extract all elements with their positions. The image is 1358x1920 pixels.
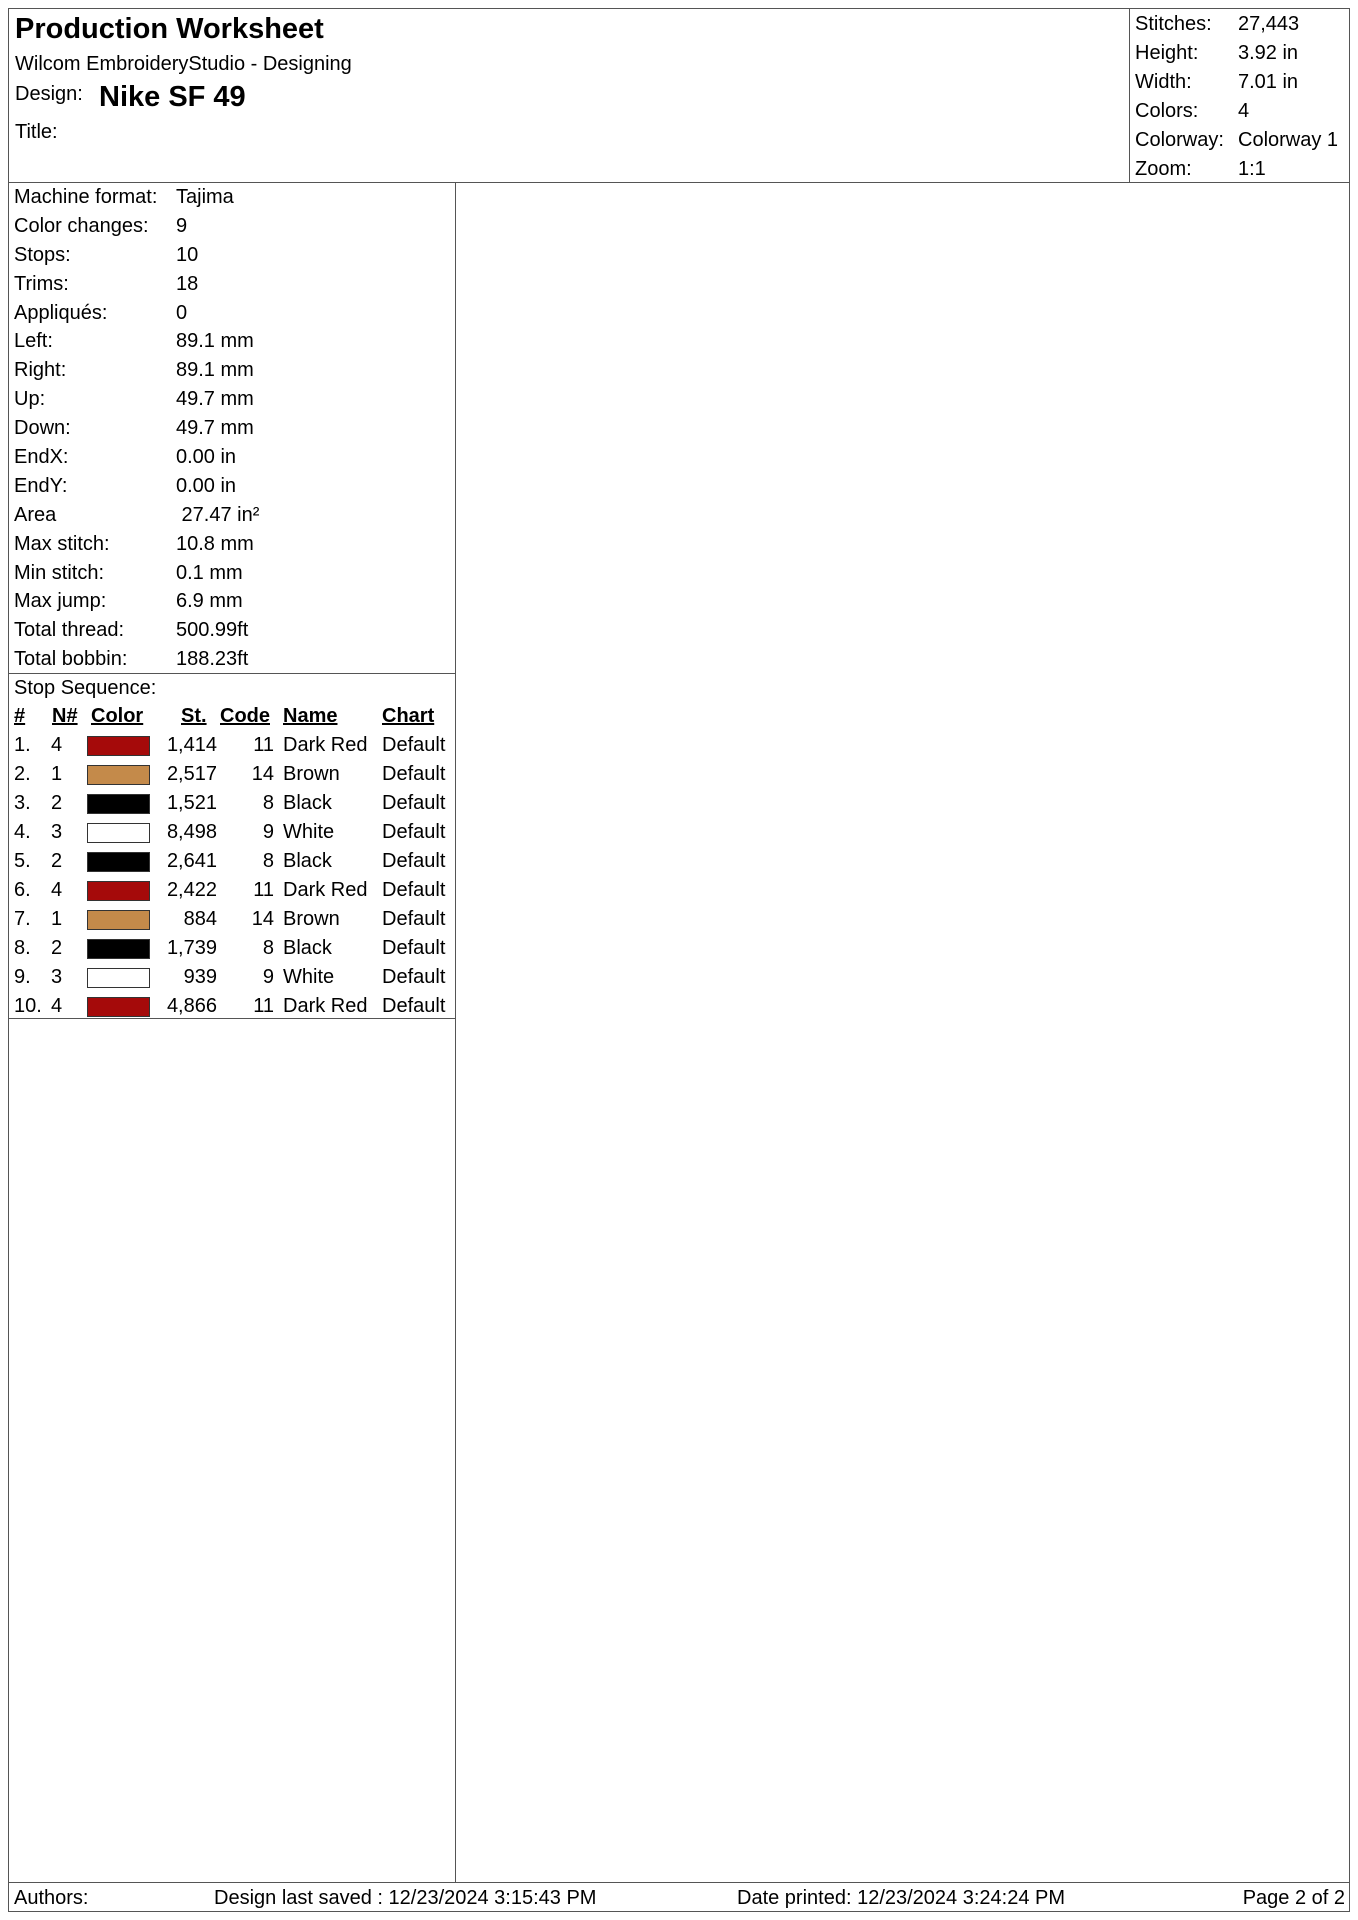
info-row: [9, 501, 455, 530]
stop-chart: Default: [382, 792, 446, 814]
stop-color-name: Brown: [283, 763, 340, 785]
stop-color-name: Black: [283, 850, 332, 872]
color-swatch: [87, 910, 150, 930]
stop-index: 1.: [14, 734, 31, 756]
info-row: [9, 530, 455, 559]
info-label: Color changes:: [14, 214, 149, 237]
stop-code: 11: [253, 995, 274, 1017]
details-column: [9, 183, 456, 1882]
info-value: 89.1 mm: [176, 359, 254, 382]
stat-value: Colorway 1: [1238, 129, 1339, 151]
stat-value: 4: [1238, 100, 1250, 122]
table-row: [9, 934, 455, 963]
stop-code: 14: [251, 763, 274, 785]
stop-stitches: 939: [183, 966, 217, 988]
info-row: [9, 183, 455, 212]
info-value: 6.9 mm: [176, 590, 243, 613]
table-row: [9, 789, 455, 818]
info-value: 18: [176, 272, 199, 295]
table-row: [9, 818, 455, 847]
stop-stitches: 1,739: [166, 937, 217, 959]
info-label: Min stitch:: [14, 561, 105, 584]
info-row: [9, 270, 455, 299]
column-header-code: Code: [220, 705, 270, 727]
info-value: 49.7 mm: [176, 388, 254, 411]
stat-value: 3.92 in: [1238, 42, 1299, 64]
info-label: Appliqués:: [14, 301, 108, 324]
info-row: [9, 356, 455, 385]
stop-code: 14: [251, 908, 274, 930]
info-label: Trims:: [14, 272, 69, 295]
title-label: Title:: [15, 121, 58, 143]
stop-color-name: Dark Red: [283, 995, 368, 1017]
table-row: [9, 731, 455, 760]
stop-stitches: 1,521: [166, 792, 217, 814]
info-row: [9, 645, 455, 674]
stop-needle: 2: [51, 850, 63, 872]
stat-value: 1:1: [1238, 158, 1266, 180]
page-title: Production Worksheet: [15, 13, 324, 45]
column-header-stitches: St.: [181, 705, 207, 727]
stop-code: 9: [262, 966, 274, 988]
stop-needle: 2: [51, 792, 63, 814]
info-value: 89.1 mm: [176, 330, 254, 353]
info-label: Max stitch:: [14, 532, 110, 555]
color-swatch: [87, 852, 150, 872]
stop-sequence: [9, 674, 455, 1019]
info-label: Total thread:: [14, 619, 125, 642]
stop-code: 8: [262, 792, 274, 814]
stop-chart: Default: [382, 937, 446, 959]
stop-chart: Default: [382, 879, 446, 901]
stop-sequence-title: Stop Sequence:: [14, 677, 157, 699]
color-swatch: [87, 765, 150, 785]
design-stats: [1129, 9, 1350, 183]
info-row: [9, 241, 455, 270]
stop-index: 9.: [14, 966, 31, 988]
worksheet-page: [8, 8, 1350, 1912]
info-value: 10: [176, 243, 199, 266]
table-row: [9, 992, 455, 1021]
column-header-name: Name: [283, 705, 338, 727]
stop-code: 9: [262, 821, 274, 843]
stop-color-name: Dark Red: [283, 879, 368, 901]
stop-color-name: Brown: [283, 908, 340, 930]
stat-label: Width:: [1135, 71, 1192, 93]
stop-chart: Default: [382, 850, 446, 872]
stop-color-name: Dark Red: [283, 734, 368, 756]
stop-chart: Default: [382, 821, 446, 843]
stat-label: Colorway:: [1135, 129, 1224, 151]
stop-stitches: 2,422: [166, 879, 217, 901]
color-swatch: [87, 794, 150, 814]
info-label: Down:: [14, 417, 71, 440]
stat-row: [1130, 39, 1350, 68]
stop-index: 8.: [14, 937, 31, 959]
stat-label: Zoom:: [1135, 158, 1192, 180]
stop-index: 4.: [14, 821, 31, 843]
info-value: 10.8 mm: [176, 532, 254, 555]
stop-stitches: 8,498: [166, 821, 217, 843]
info-label: EndY:: [14, 474, 68, 497]
stop-color-name: Black: [283, 937, 332, 959]
info-value: 9: [176, 214, 188, 237]
worksheet-header: [9, 9, 1350, 183]
stat-value: 27,443: [1238, 13, 1300, 35]
stop-index: 7.: [14, 908, 31, 930]
info-value: 500.99ft: [176, 619, 249, 642]
color-swatch: [87, 968, 150, 988]
color-swatch: [87, 823, 150, 843]
info-label: Max jump:: [14, 590, 107, 613]
column-header-needle: N#: [52, 705, 78, 727]
stat-row: [1130, 126, 1350, 155]
stop-table-header: [9, 702, 455, 731]
info-value: 49.7 mm: [176, 417, 254, 440]
stop-color-name: White: [283, 966, 335, 988]
stat-row: [1130, 97, 1350, 126]
info-value: 0.1 mm: [176, 561, 243, 584]
info-value: 0.00 in: [176, 474, 237, 497]
info-row: [9, 443, 455, 472]
last-saved: Design last saved : 12/23/2024 3:15:43 PM: [214, 1887, 597, 1909]
info-row: [9, 616, 455, 645]
info-value: 188.23ft: [176, 648, 249, 671]
authors-label: Authors:: [14, 1887, 89, 1909]
stop-code: 11: [253, 734, 274, 756]
color-swatch: [87, 736, 150, 756]
info-label: Area: [14, 503, 57, 526]
info-row: [9, 414, 455, 443]
info-label: Left:: [14, 330, 53, 353]
stop-stitches: 1,414: [166, 734, 217, 756]
stop-needle: 1: [51, 908, 63, 930]
stat-label: Height:: [1135, 42, 1199, 64]
stop-needle: 4: [51, 995, 63, 1017]
table-row: [9, 847, 455, 876]
info-row: [9, 472, 455, 501]
stop-index: 2.: [14, 763, 31, 785]
column-header-chart: Chart: [382, 705, 435, 727]
stop-stitches: 884: [183, 908, 217, 930]
stat-row: [1130, 10, 1350, 39]
info-value: 0.00 in: [176, 446, 237, 469]
table-row: [9, 876, 455, 905]
table-row: [9, 905, 455, 934]
software-name: Wilcom EmbroideryStudio - Designing: [15, 53, 352, 75]
info-row: [9, 385, 455, 414]
info-value: 27.47 in²: [176, 503, 260, 526]
stat-value: 7.01 in: [1238, 71, 1299, 93]
stop-chart: Default: [382, 995, 446, 1017]
info-label: Up:: [14, 388, 46, 411]
stat-label: Stitches:: [1135, 13, 1212, 35]
info-row: [9, 587, 455, 616]
info-value: 0: [176, 301, 188, 324]
stat-row: [1130, 155, 1350, 184]
info-label: Machine format:: [14, 186, 158, 208]
stop-color-name: Black: [283, 792, 332, 814]
info-label: EndX:: [14, 446, 69, 469]
stop-needle: 1: [51, 763, 63, 785]
info-row: [9, 327, 455, 356]
stop-stitches: 2,517: [166, 763, 217, 785]
column-header-index: #: [14, 705, 26, 727]
color-swatch: [87, 997, 150, 1017]
stop-needle: 4: [51, 879, 63, 901]
stop-chart: Default: [382, 763, 446, 785]
column-header-color: Color: [91, 705, 144, 727]
stat-row: [1130, 68, 1350, 97]
stop-index: 10.: [14, 995, 42, 1017]
stop-chart: Default: [382, 908, 446, 930]
worksheet-footer: [9, 1882, 1350, 1912]
stop-needle: 2: [51, 937, 63, 959]
stop-needle: 4: [51, 734, 63, 756]
stop-code: 11: [253, 879, 274, 901]
design-label: Design:: [15, 83, 83, 105]
info-row: [9, 299, 455, 328]
info-label: Stops:: [14, 243, 71, 266]
color-swatch: [87, 939, 150, 959]
info-label: Right:: [14, 359, 67, 382]
stop-table-body: [9, 731, 455, 1021]
machine-info: [9, 183, 455, 674]
stop-index: 3.: [14, 792, 31, 814]
stop-needle: 3: [51, 821, 63, 843]
design-name: Nike SF 49: [99, 81, 246, 113]
stop-chart: Default: [382, 734, 446, 756]
info-value: Tajima: [176, 186, 234, 208]
stop-stitches: 2,641: [166, 850, 217, 872]
table-row: [9, 760, 455, 789]
stop-index: 6.: [14, 879, 31, 901]
stop-code: 8: [262, 850, 274, 872]
date-printed: Date printed: 12/23/2024 3:24:24 PM: [737, 1887, 1066, 1909]
stop-color-name: White: [283, 821, 335, 843]
stat-label: Colors:: [1135, 100, 1199, 122]
stop-index: 5.: [14, 850, 31, 872]
info-row: [9, 212, 455, 241]
info-label: Total bobbin:: [14, 648, 128, 671]
stop-code: 8: [262, 937, 274, 959]
stop-stitches: 4,866: [166, 995, 217, 1017]
color-swatch: [87, 881, 150, 901]
stop-needle: 3: [51, 966, 63, 988]
page-number: Page 2 of 2: [1242, 1887, 1345, 1909]
table-row: [9, 963, 455, 992]
stop-chart: Default: [382, 966, 446, 988]
info-row: [9, 559, 455, 588]
